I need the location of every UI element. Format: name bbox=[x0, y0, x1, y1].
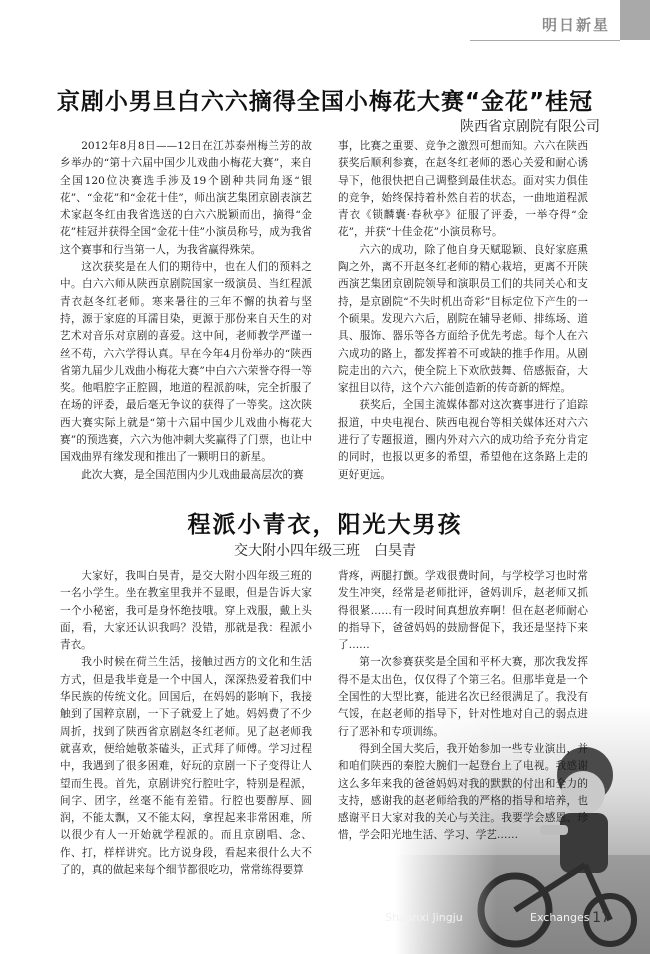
paragraph: 我小时候在荷兰生活，接触过西方的文化和生活方式，但是我毕竟是一个中国人，深深热爱着我们中华民族的传统文化。回国后，在妈妈的影响下，我接触到了国粹京剧，一下子就爱上了她。妈妈费了不少周折，找到了陕西省京剧赵冬红老师。见了赵老师我就喜欢，便给她敬茶磕头，正式拜了师傅。学习过程中，我遇到了很多困难，好玩的京剧一下子变得让人望而生畏。首先，京剧讲究行腔吐字，特别是程派，间字、团字，丝毫不能有差错。行腔也要醇厚、圆润，不能太飘，又不能太闷，拿捏起来非常困难，所以很少有人一开始就学程派的。而且京剧唱、念、作、打，样样讲究。比方说身段，看起来很什么大不了的，真的做起来每个细节都很吃功，常常练得要算 bbox=[60, 656, 312, 877]
section-label: 明日新星 bbox=[541, 16, 610, 34]
paragraph: 第一次参赛获奖是全国和平杯大赛，那次我发挥得不是太出色，仅仅得了个第三名。但那毕竟是一个全国性的大型比赛，能进名次已经很满足了。我没有气馁，在赵老师的指导下，针对性地对自己的弱点进行了恶补和专项训练。 bbox=[338, 656, 588, 738]
paragraph: 得到全国大奖后，我开始参加一些专业演出，并和咱们陕西的秦腔大腕们一起登台上了电视。我感谢这么多年来我的爸爸妈妈对我的默默的付出和全力的支持，感谢我的赵老师给我的严格的指导和培养，也感谢平日大家对我的关心与关注。我要学会感恩、珍惜，学会阳光地生活、学习、学艺…… bbox=[338, 742, 588, 842]
paragraph: 这次获奖是在人们的期待中，也在人们的预料之中。白六六师从陕西京剧院国家一级演员、当红程派青衣赵冬红老师。寒来暑往的三年不懈的执着与坚持，源于家庭的耳濡目染，更源于那份来自天生的对艺术对音乐对京剧的喜爱。这中间，老师教学严谨一丝不苟，六六学得认真。早在今年4月份举办的“陕西省第九届少儿戏曲小梅花大赛”中白六六荣誉夺得一等奖。他唱腔字正腔圆，地道的程派韵味，完全折服了在场的评委，最后毫无争议的获得了一等奖。这次陕西大赛实际上就是“第十六届中国少儿戏曲小梅花大赛”的预选赛，六六为他冲刺大奖赢得了门票，也让中国戏曲界有缘发现和推出了一颗明日的新星。 bbox=[60, 261, 312, 464]
article2-byline: 交大附小四年级三班 白昊青 bbox=[234, 543, 416, 559]
header-bar bbox=[0, 0, 650, 40]
article1-column-left bbox=[60, 138, 312, 484]
article2-title: 程派小青衣，阳光大男孩 bbox=[187, 512, 463, 538]
page-number: 17 bbox=[592, 910, 610, 926]
paragraph: 获奖后，全国主流媒体都对这次赛事进行了追踪报道，中央电视台、陕西电视台等相关媒体还对六六进行了专题报道，圈内外对六六的成功给予充分肯定的同时，也报以更多的希望，希望他在这条路上走的更好更远。 bbox=[338, 399, 588, 481]
footer-magazine-name: Shaanxi Jingju bbox=[385, 911, 463, 924]
paragraph: 六六的成功，除了他自身天赋聪颖、良好家庭熏陶之外，离不开赵冬红老师的精心栽培，更离不开陕西演艺集团京剧院领导和演职员工们的共同关心和支持，是京剧院“不失时机出奇彩”目标定位下产生的一个硕果。发现六六后，剧院在辅导老师、排练场、道具、服饰、器乐等各方面给予优先考虑。每个人在六六成功的路上，都发挥着不可或缺的推手作用。从剧院走出的六六，使全院上下欢欣鼓舞、倍感振奋，大家扭目以待，这个六六能创造新的传奇新的辉煌。 bbox=[338, 243, 588, 395]
paragraph: 2012年8月8日——12日在江苏泰州梅兰芳的故乡举办的“第十六届中国少儿戏曲小梅花大赛”，来自全国120位决赛选手涉及19个剧种共同角逐“银花”、“金花”和“金花十佳”，师出演艺集团京剧表演艺术家赵冬红由我省选送的白六六脱颖而出，摘得“金花”桂冠并获得全国“金花十佳”小演员称号，成为我省这个赛事和行当第一人，为我省赢得殊荣。 bbox=[60, 140, 312, 256]
article1-title: 京剧小男旦白六六摘得全国小梅花大赛“金花”桂冠 bbox=[56, 89, 594, 115]
paragraph: 此次大赛，是全国范围内少儿戏曲最高层次的赛 bbox=[81, 468, 304, 481]
paragraph: 大家好，我叫白昊青，是交大附小四年级三班的一名小学生。坐在教室里我并不显眼，但是告诉大家一个小秘密，我可是身怀绝技哦。穿上戏服，戴上头面，看，大家还认识我吗？没错，那就是我：程派小青衣。 bbox=[60, 570, 312, 652]
corner-tab bbox=[620, 0, 650, 40]
paragraph: 事，比赛之重要、竞争之激烈可想而知。六六在陕西获奖后顺利参赛，在赵冬红老师的悉心关爱和耐心诱导下，他很快把自己调整到最佳状态。面对实力俱佳的竞争，始终保持着朴然自若的状态，一曲地道程派青衣《锁麟囊·春秋亭》征服了评委，一举夺得“金花”，并获“十佳金花”小演员称号。 bbox=[338, 140, 588, 239]
paragraph: 背疼，两腿打颤。学戏很费时间，与学校学习也时常发生冲突，经常是老师批评，爸妈训斥，赵老师又抓得很紧……有一段时间真想放弃啊！但在赵老师耐心的指导下，爸爸妈妈的鼓励督促下，我还是坚持下来了…… bbox=[338, 570, 588, 652]
article1-column-right bbox=[338, 138, 588, 484]
article2-column-left bbox=[60, 568, 312, 879]
footer-magazine-subtitle: Exchanges bbox=[530, 911, 590, 924]
article2-column-right bbox=[338, 568, 588, 845]
article1-byline: 陕西省京剧院有限公司 bbox=[460, 119, 600, 135]
header-rule bbox=[470, 40, 620, 41]
